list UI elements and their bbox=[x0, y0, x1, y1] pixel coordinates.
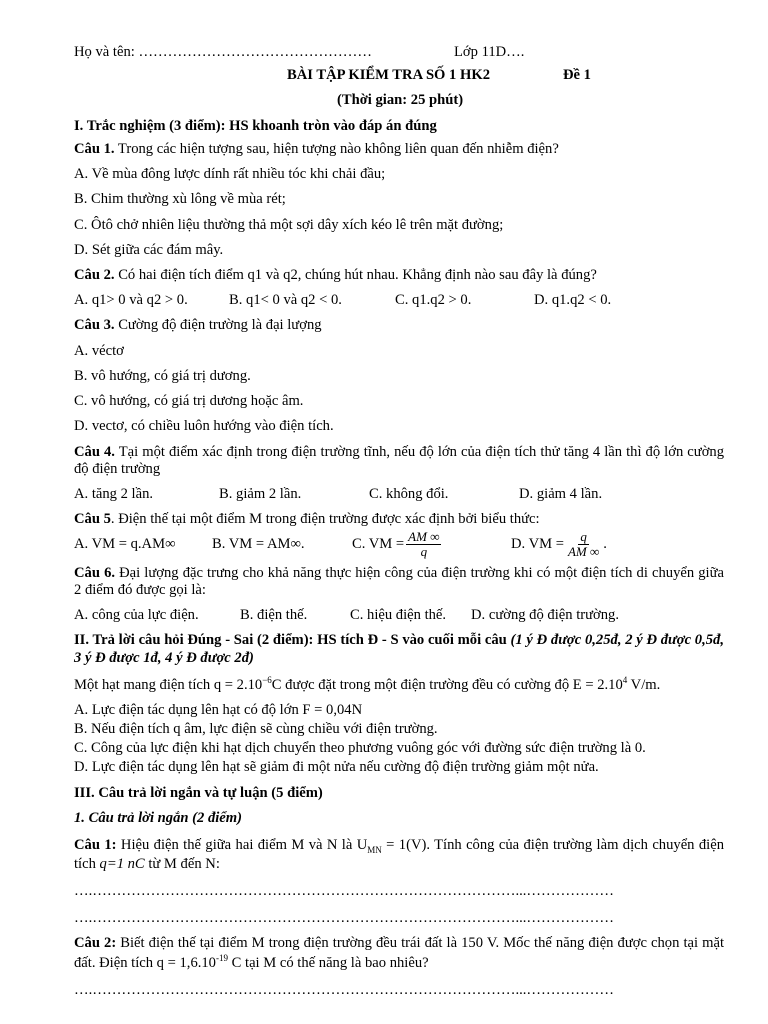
s3-q1-label: Câu 1: bbox=[74, 837, 117, 854]
section3-heading: III. Câu trả lời ngắn và tự luận (5 điểm) bbox=[74, 784, 323, 801]
section2-heading-main: II. Trả lời câu hỏi Đúng - Sai (2 điểm): HS tích Đ - S vào cuối mỗi câu bbox=[74, 632, 511, 649]
q1-stem bbox=[74, 141, 724, 158]
q2-option-b[interactable]: B. q1< 0 và q2 < 0. bbox=[229, 292, 342, 309]
section2-stem-part2: C được đặt trong một điện trường đều có cường độ E = 2.10 bbox=[271, 676, 623, 693]
section2-stem bbox=[74, 675, 724, 694]
q5-label: Câu 5 bbox=[74, 511, 111, 528]
q1-option-a[interactable]: A. Về mùa đông lược dính rất nhiều tóc khi chải đầu; bbox=[74, 166, 386, 183]
section2-stem-part1: Một hạt mang điện tích q = 2.10 bbox=[74, 676, 263, 693]
q5-option-a[interactable]: A. VM = q.AM∞ bbox=[74, 535, 176, 552]
q3-stem bbox=[74, 317, 724, 334]
q2-option-d[interactable]: D. q1.q2 < 0. bbox=[534, 292, 612, 309]
q3-option-b[interactable]: B. vô hướng, có giá trị dương. bbox=[74, 367, 251, 384]
answer-line-1[interactable]: ….……………………………………………………………………………...……………… bbox=[74, 882, 614, 899]
q2-text: Có hai điện tích điểm q1 và q2, chúng hút nhau. Khẳng định nào sau đây là đúng? bbox=[114, 266, 597, 283]
section2-heading-scoring: (1 ý Đ được 0,25đ, 2 ý Đ được 0,5đ, 3 ý Đ được 1đ, 4 ý Đ được 2đ) bbox=[74, 632, 724, 666]
q5-option-c-prefix: C. VM = bbox=[352, 535, 405, 552]
q5-option-c[interactable] bbox=[352, 530, 511, 558]
header-row bbox=[74, 44, 724, 61]
q3-option-c[interactable]: C. vô hướng, có giá trị dương hoặc âm. bbox=[74, 393, 304, 410]
q5-option-d[interactable] bbox=[511, 530, 607, 558]
q6-option-c[interactable]: C. hiệu điện thế. bbox=[350, 607, 447, 624]
s3-q1-formula: q=1 nC bbox=[99, 855, 145, 872]
s3-q1-subscript: MN bbox=[367, 845, 382, 856]
section2-item-b[interactable]: B. Nếu điện tích q âm, lực điện sẽ cùng chiều với điện trường. bbox=[74, 721, 438, 738]
q5-option-d-suffix: . bbox=[603, 535, 607, 552]
q4-label: Câu 4. bbox=[74, 443, 115, 460]
q4-option-a[interactable]: A. tăng 2 lần. bbox=[74, 485, 154, 502]
section2-stem-part3: V/m. bbox=[627, 676, 661, 693]
q1-option-b[interactable]: B. Chim thường xù lông về mùa rét; bbox=[74, 191, 286, 208]
q6-option-b[interactable]: B. điện thế. bbox=[240, 607, 308, 624]
q4-option-b[interactable]: B. giảm 2 lần. bbox=[219, 485, 302, 502]
q5-d-numerator: q bbox=[580, 529, 587, 545]
s3-q2-exponent: -19 bbox=[215, 952, 228, 963]
q5-option-b[interactable]: B. VM = AM∞. bbox=[212, 535, 305, 552]
q5-stem bbox=[74, 511, 724, 528]
s3-q1-text-c: từ M đến N: bbox=[144, 855, 220, 872]
exam-time: (Thời gian: 25 phút) bbox=[337, 92, 464, 109]
s3-q2-text-b: C tại M có thế năng là bao nhiêu? bbox=[227, 954, 429, 971]
q2-stem bbox=[74, 267, 724, 284]
q1-option-c[interactable]: C. Ôtô chở nhiên liệu thường thả một sợi dây xích kéo lê trên mặt đường; bbox=[74, 216, 504, 233]
section2-stem-exp1: −6 bbox=[262, 674, 272, 685]
class-field-label: Lớp 11D…. bbox=[454, 44, 525, 60]
exam-title: BÀI TẬP KIỂM TRA SỐ 1 HK2 bbox=[287, 67, 491, 84]
q6-options bbox=[74, 607, 724, 624]
title-row bbox=[74, 67, 724, 84]
s3-q1-text-a: Hiệu điện thế giữa hai điểm M và N là U bbox=[116, 837, 368, 854]
exam-code: Đề 1 bbox=[563, 67, 591, 84]
q4-option-c[interactable]: C. không đổi. bbox=[369, 485, 449, 502]
q6-label: Câu 6. bbox=[74, 564, 116, 581]
q4-stem bbox=[74, 444, 724, 478]
q5-c-denominator: q bbox=[420, 544, 428, 560]
q6-stem bbox=[74, 565, 724, 599]
q2-option-a[interactable]: A. q1> 0 và q2 > 0. bbox=[74, 292, 188, 309]
q5-options bbox=[74, 530, 724, 558]
q5-d-denominator: AM ∞ bbox=[567, 544, 600, 560]
q1-text: Trong các hiện tượng sau, hiện tượng nào không liên quan đến nhiễm điện? bbox=[114, 140, 559, 157]
section2-item-d[interactable]: D. Lực điện tác dụng lên hạt sẽ giảm đi một nửa nếu cường độ điện trường giảm một nửa. bbox=[74, 759, 599, 776]
q5-option-d-prefix: D. VM = bbox=[511, 535, 564, 552]
section2-heading bbox=[74, 632, 724, 666]
answer-line-2[interactable]: ….……………………………………………………………………………...……………… bbox=[74, 910, 614, 927]
name-field-label: Họ và tên: ………………………………………… bbox=[74, 44, 372, 60]
q5-c-numerator: AM ∞ bbox=[408, 529, 440, 545]
q4-options bbox=[74, 486, 724, 503]
q5-text: . Điện thế tại một điểm M trong điện trường được xác định bởi biểu thức: bbox=[110, 511, 540, 528]
q5-option-d-fraction bbox=[566, 530, 601, 558]
q4-text: Tại một điểm xác định trong điện trường tĩnh, nếu độ lớn của điện tích thử tăng 4 lần thì độ lớn cường độ điện trường bbox=[74, 443, 725, 477]
s3-q1-text-b: = 1(V). Tính công của điện trường làm dịch chuyển điện tích bbox=[74, 837, 724, 872]
section2-item-a[interactable]: A. Lực điện tác dụng lên hạt có độ lớn F = 0,04N bbox=[74, 701, 363, 718]
q3-option-a[interactable]: A. véctơ bbox=[74, 342, 124, 359]
answer-line-3[interactable]: ….……………………………………………………………………………...……………… bbox=[74, 981, 614, 998]
q2-options bbox=[74, 292, 724, 309]
s3-q2-text-a: Biết điện thế tại điểm M trong điện trường đều trái đất là 150 V. Mốc thế năng điện được chọn tại mặt đất. Điện tích q = 1,6.10 bbox=[74, 935, 724, 971]
q2-label: Câu 2. bbox=[74, 266, 115, 283]
s3-q2-stem bbox=[74, 935, 724, 971]
q1-option-d[interactable]: D. Sét giữa các đám mây. bbox=[74, 241, 224, 258]
q1-label: Câu 1. bbox=[74, 140, 115, 157]
section3-subheading: 1. Câu trả lời ngắn (2 điểm) bbox=[74, 809, 242, 826]
section2-stem-exp2: 4 bbox=[622, 674, 628, 685]
section2-item-c[interactable]: C. Công của lực điện khi hạt dịch chuyển theo phương vuông góc với đường sức điện trường là 0. bbox=[74, 740, 646, 757]
q6-option-d[interactable]: D. cường độ điện trường. bbox=[471, 607, 619, 624]
q3-label: Câu 3. bbox=[74, 317, 115, 334]
q5-option-c-fraction bbox=[406, 530, 441, 558]
q6-option-a[interactable]: A. công của lực điện. bbox=[74, 607, 199, 624]
q6-text: Đại lượng đặc trưng cho khả năng thực hiện công của điện trường khi có một điện tích di chuyển giữa 2 điểm đó được gọi là: bbox=[74, 564, 724, 598]
q2-option-c[interactable]: C. q1.q2 > 0. bbox=[395, 292, 472, 309]
q3-text: Cường độ điện trường là đại lượng bbox=[114, 317, 322, 334]
q3-option-d[interactable]: D. vectơ, có chiều luôn hướng vào điện tích. bbox=[74, 418, 334, 435]
s3-q2-label: Câu 2: bbox=[74, 935, 117, 952]
q4-option-d[interactable]: D. giảm 4 lần. bbox=[519, 485, 603, 502]
s3-q1-stem bbox=[74, 837, 724, 873]
section1-heading: I. Trắc nghiệm (3 điểm): HS khoanh tròn vào đáp án đúng bbox=[74, 117, 437, 134]
